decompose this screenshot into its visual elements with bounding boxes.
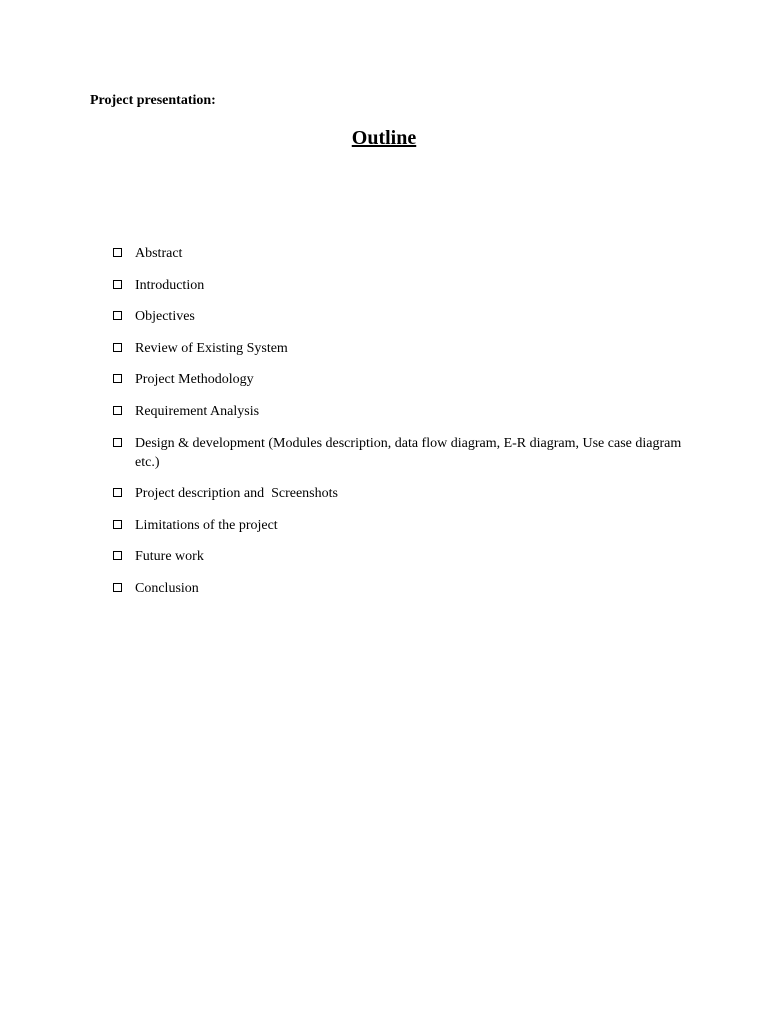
checkbox-icon — [113, 343, 122, 352]
checkbox-icon — [113, 311, 122, 320]
checkbox-icon — [113, 374, 122, 383]
list-item — [112, 276, 692, 295]
list-item — [112, 484, 692, 503]
list-item-label: Future work — [135, 549, 204, 565]
list-item — [112, 307, 692, 326]
list-item-label: Design & development (Modules description, data flow diagram, E-R diagram, Use case diagram etc.) — [135, 435, 682, 470]
list-item-label: Project description and Screenshots — [135, 486, 338, 502]
checkbox-icon — [113, 583, 122, 592]
list-item — [112, 370, 692, 389]
list-item — [112, 339, 692, 358]
checkbox-icon — [113, 520, 122, 529]
list-item — [112, 516, 692, 535]
list-item-label: Introduction — [135, 277, 205, 293]
list-item — [112, 402, 692, 421]
list-item — [112, 244, 692, 263]
list-item — [112, 579, 692, 598]
list-item-label: Review of Existing System — [135, 340, 288, 356]
list-item — [112, 434, 692, 472]
list-item-label: Objectives — [135, 309, 195, 325]
page-title: Outline — [351, 127, 417, 149]
checkbox-icon — [113, 406, 122, 415]
outline-list — [112, 244, 692, 611]
document-label: Project presentation: — [90, 93, 216, 108]
checkbox-icon — [113, 438, 122, 447]
checkbox-icon — [113, 248, 122, 257]
list-item-label: Project Methodology — [135, 372, 254, 388]
checkbox-icon — [113, 488, 122, 497]
list-item-label: Requirement Analysis — [135, 403, 260, 419]
list-item-label: Abstract — [135, 246, 183, 261]
list-item — [112, 547, 692, 566]
list-item-label: Limitations of the project — [135, 517, 278, 533]
list-item-label: Conclusion — [135, 580, 199, 596]
checkbox-icon — [113, 551, 122, 560]
checkbox-icon — [113, 280, 122, 289]
